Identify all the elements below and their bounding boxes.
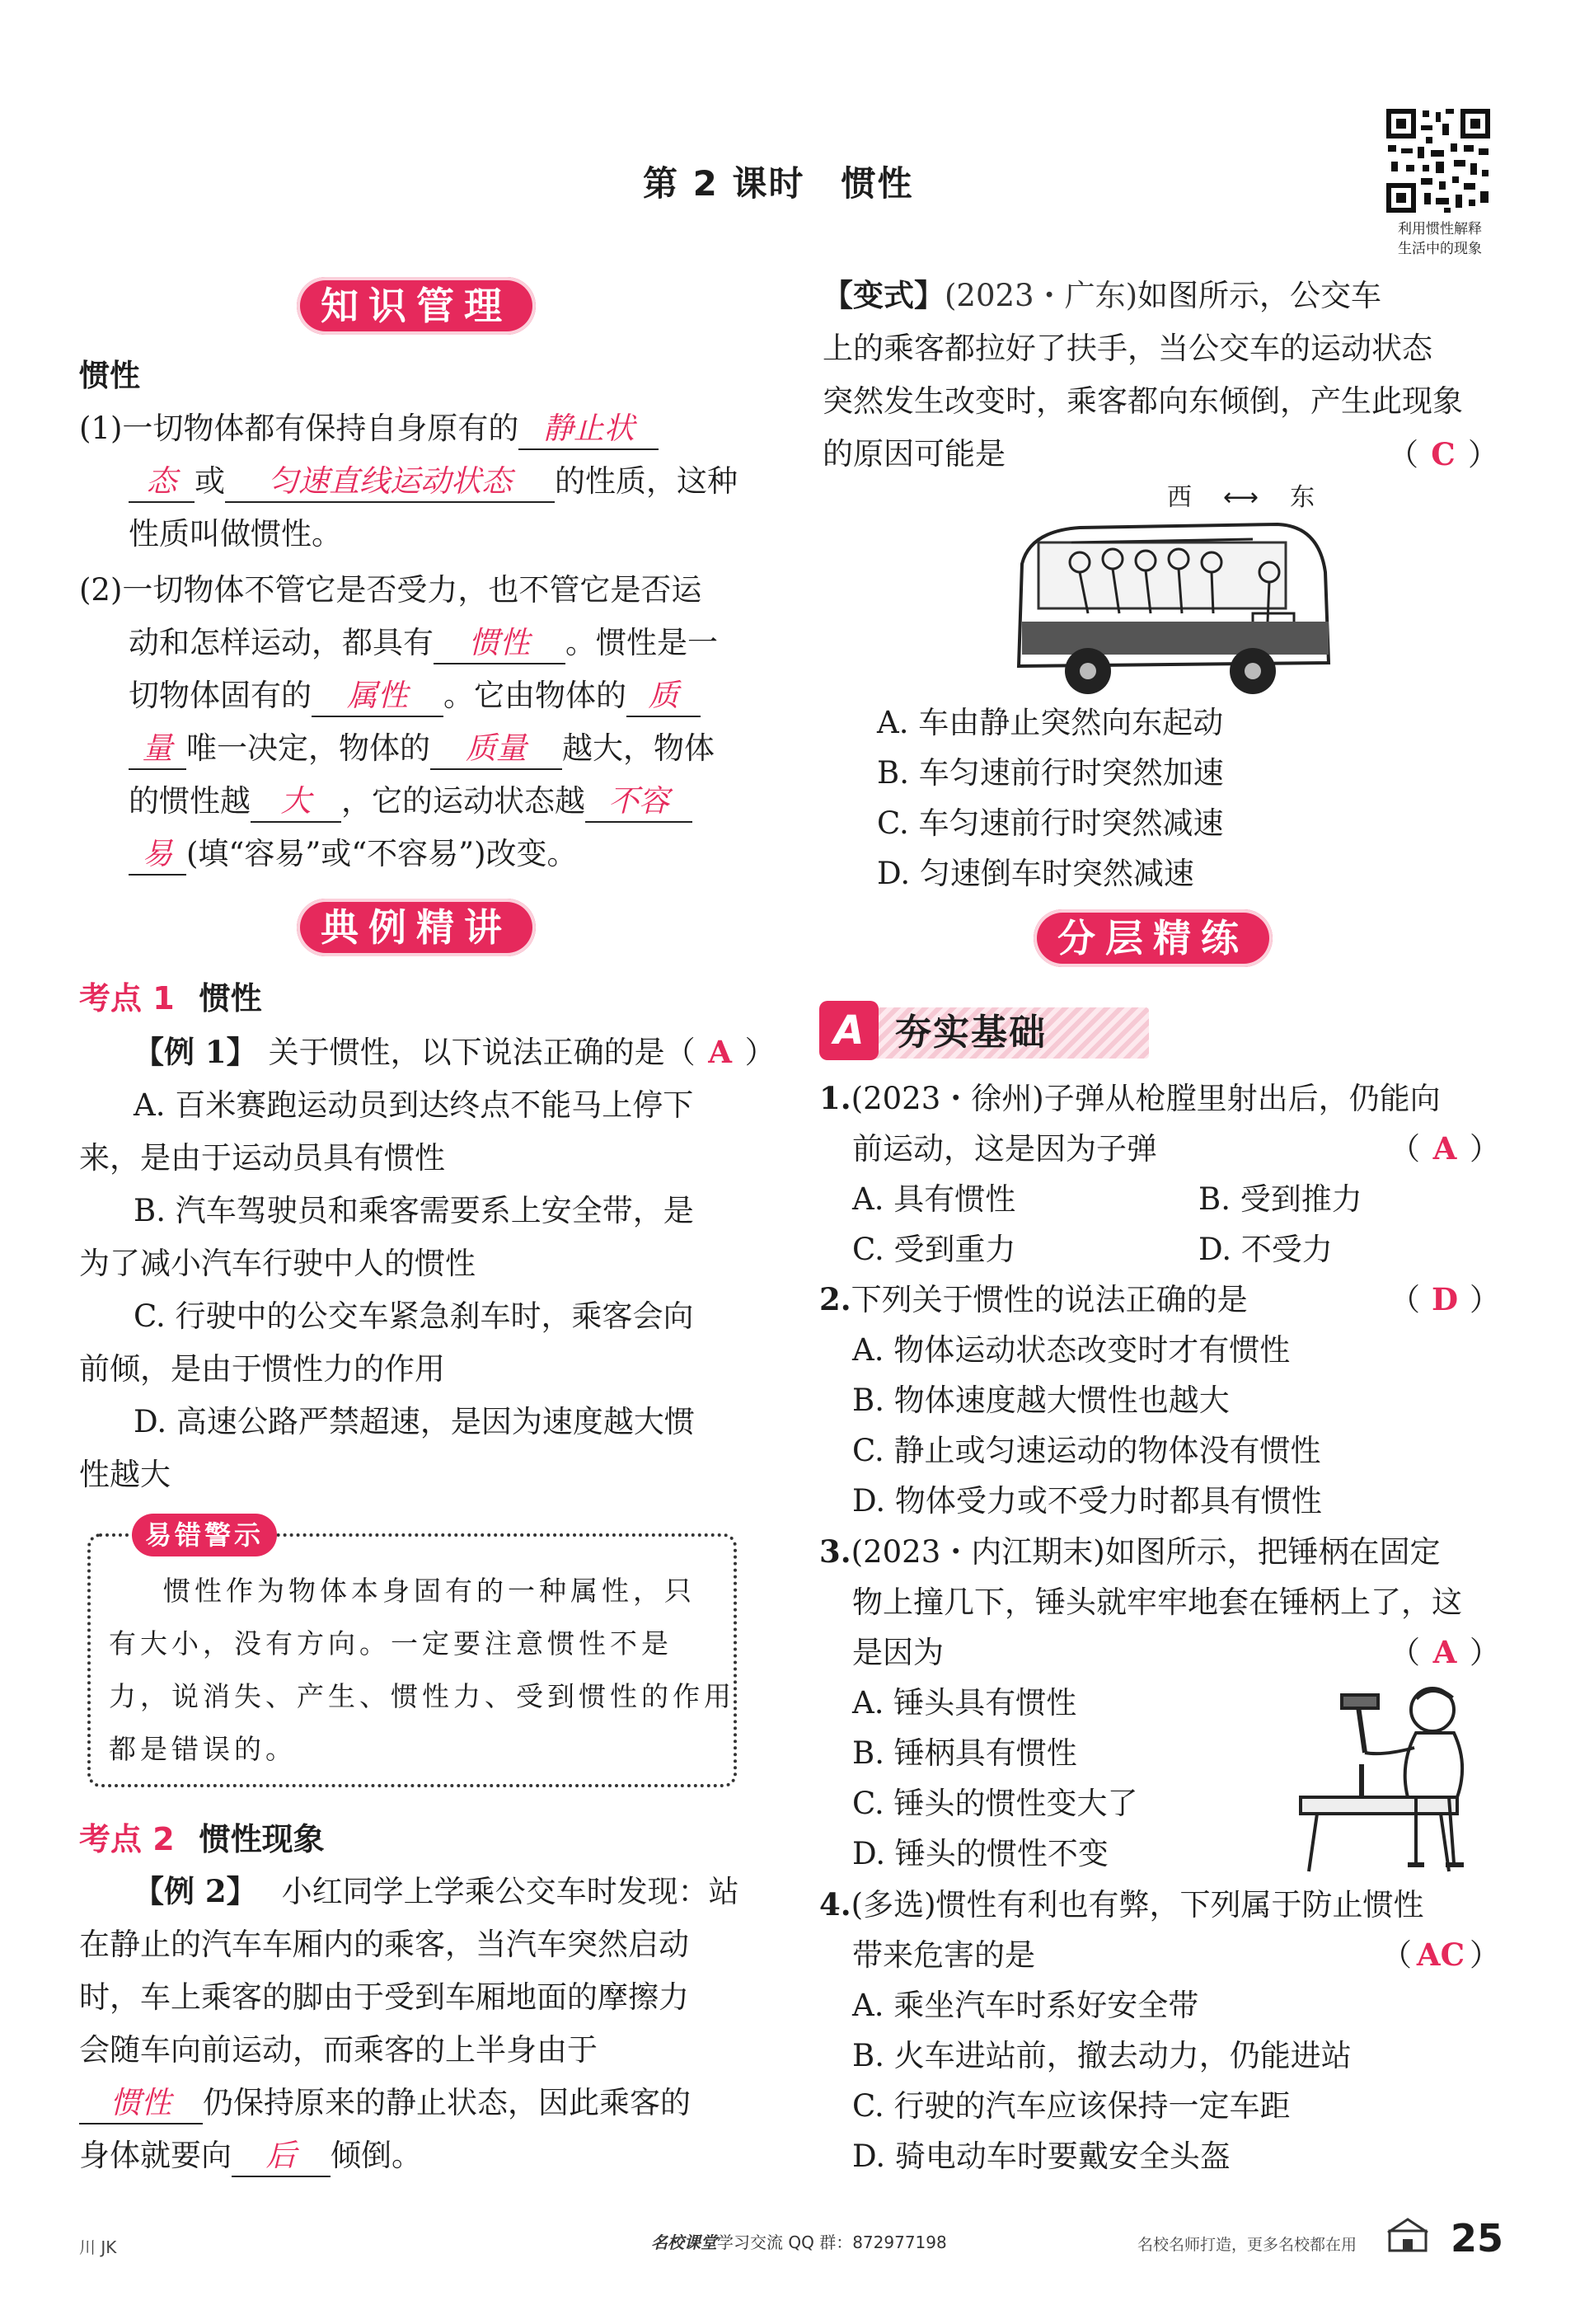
k2-l4-post: 越大，物体 [562, 730, 715, 766]
question-line-2: 带来危害的是 [852, 1937, 1035, 1973]
warning-line-4: 都是错误的。 [109, 1733, 297, 1765]
option-d: D. 物体受力或不受力时都具有惯性 [852, 1483, 1322, 1519]
example-label: 【例 1】 [134, 1034, 257, 1070]
banner-practice: 分层精练 [1034, 909, 1273, 967]
variant-label: 【变式】 [823, 277, 945, 313]
option-a: A. 锤头具有惯性 [852, 1685, 1077, 1721]
choice-answer: A [708, 1034, 732, 1070]
example-2-l6-post: 倾倒。 [331, 2138, 422, 2173]
answer-blank: 质 [626, 676, 701, 717]
question-source: (2023・内江期末) [851, 1534, 1105, 1570]
choice-answer: AC [1416, 1937, 1465, 1973]
answer-blank: 属性 [312, 676, 443, 717]
k2-l3-pre: 切物体固有的 [129, 678, 312, 713]
footer-center [651, 2229, 947, 2253]
question-stem: 下列关于惯性的说法正确的是 [851, 1282, 1248, 1317]
k1-prefix: (1)一切物体都有保持自身原有的 [79, 411, 519, 446]
option-b: B. 车匀速前行时突然加速 [877, 755, 1224, 791]
k2-l5-pre: 的惯性越 [129, 783, 251, 819]
answer-blank: 惯性 [434, 623, 565, 664]
answer-blank: 后 [232, 2136, 331, 2177]
warning-line-3: 力，说消失、产生、惯性力、受到惯性的作用 [109, 1680, 735, 1712]
variant-options [877, 697, 1224, 899]
warning-line-1: 惯性作为物体本身固有的一种属性，只 [163, 1575, 696, 1607]
knowledge-item-2 [79, 564, 718, 880]
qr-caption-line-1: 利用惯性解释 [1398, 221, 1482, 237]
option-b: B. 受到推力 [1198, 1181, 1362, 1217]
question-line-2: 前运动，这是因为子弹 [852, 1131, 1157, 1167]
option-b-cont: 为了减小汽车行驶中人的惯性 [79, 1246, 476, 1281]
answer-blank: 易 [129, 834, 186, 876]
footer-edition: 川 JK [79, 2237, 117, 2257]
choice-answer: C [1431, 436, 1456, 472]
example-2-l6-pre: 身体就要向 [79, 2138, 232, 2173]
option-c: C. 静止或匀速运动的物体没有惯性 [852, 1433, 1321, 1468]
qr-caption [1378, 219, 1502, 259]
answer-blank: 态 [129, 462, 195, 503]
variant-question: 【变式】(2023・广东)如图所示，公交车 上的乘客都拉好了扶手，当公交车的运动状态 突然发生改变时，乘客都向东倾倒，产生此现象 的原因可能是 （ C ） [823, 269, 1498, 481]
page-number: 25 [1451, 2216, 1504, 2261]
question-number: 1. [819, 1080, 851, 1116]
question-number: 2. [819, 1281, 851, 1317]
east-label: 东 [1290, 483, 1315, 512]
kaodian-title: 惯性 [199, 980, 262, 1016]
kaodian-number: 考点 1 [79, 980, 175, 1016]
question-number: 3. [819, 1533, 851, 1570]
example-2 [79, 1865, 739, 2182]
variant-source: (2023・广东) [945, 278, 1138, 313]
kaodian-number: 考点 2 [79, 1821, 175, 1857]
option-d: D. 锤头的惯性不变 [852, 1836, 1109, 1871]
warning-line-2: 有大小，没有方向。一定要注意惯性不是 [109, 1627, 673, 1660]
kaodian-2 [79, 1814, 325, 1859]
k1-mid1: 或 [195, 463, 225, 499]
option-a: A. 百米赛跑运动员到达终点不能马上停下 [134, 1087, 694, 1123]
footer-slogan: 名校名师打造，更多名校都在用 [1137, 2236, 1357, 2254]
banner-knowledge: 知识管理 [297, 277, 536, 335]
option-d: D. 高速公路严禁超速，是因为速度越大惯 [134, 1404, 695, 1439]
option-d: D. 匀速倒车时突然减速 [877, 856, 1194, 891]
warning-tag: 易错警示 [132, 1514, 277, 1556]
question-4: 4.(多选)惯性有利也有弊，下列属于防止惯性 带来危害的是 （ AC ） A. 乘坐汽车时系好安全带 B. 火车进站前，撤去动力，仍能进站 C. 行驶的汽车应该保持一定车距 D. 骑电动车时要戴安全头盔 [819, 1880, 1500, 2181]
question-line-1: 子弹从枪膛里射出后，仍能向 [1043, 1081, 1441, 1116]
question-3: 3.(2023・内江期末)如图所示，把锤柄在固定 物上撞几下，锤头就牢牢地套在锤柄上了，这 是因为 （ A ） A. 锤头具有惯性 B. 锤柄具有惯性 C. 锤头的惯性变大了 D. 锤头的惯性不变 [819, 1527, 1500, 1879]
answer-blank: 量 [129, 729, 186, 770]
k2-l5-mid: ，它的运动状态越 [341, 783, 585, 819]
option-c: C. 行驶中的公交车紧急刹车时，乘客会向 [134, 1298, 694, 1334]
question-source: (多选) [851, 1887, 936, 1923]
option-a: A. 具有惯性 [852, 1181, 1016, 1217]
k1-mid2: 的性质，这种 [555, 463, 738, 499]
qr-caption-line-2: 生活中的现象 [1398, 241, 1482, 257]
option-b: B. 汽车驾驶员和乘客需要系上安全带，是 [134, 1193, 694, 1228]
option-a: A. 物体运动状态改变时才有惯性 [852, 1332, 1291, 1368]
k1-line3: 性质叫做惯性。 [129, 516, 342, 552]
west-label: 西 [1167, 483, 1192, 512]
question-2: 2.下列关于惯性的说法正确的是 （ D ） A. 物体运动状态改变时才有惯性 B. 物体速度越大惯性也越大 C. 静止或匀速运动的物体没有惯性 D. 物体受力或不受力时都具有惯性 [819, 1275, 1500, 1526]
option-c: C. 锤头的惯性变大了 [852, 1786, 1138, 1821]
direction-indicator [1167, 477, 1315, 513]
footer-logo-icon [1385, 2216, 1431, 2256]
choice-answer: A [1432, 1130, 1457, 1167]
double-arrow-icon: ⟷ [1223, 483, 1259, 512]
bus-illustration [1006, 514, 1335, 704]
k2-l4-mid: 唯一决定，物体的 [186, 730, 430, 766]
example-stem: 关于惯性，以下说法正确的是 [268, 1035, 665, 1070]
option-a-cont: 来，是由于运动员具有惯性 [79, 1140, 445, 1176]
variant-line-1: 如图所示，公交车 [1137, 278, 1382, 313]
banner-examples: 典例精讲 [297, 899, 536, 956]
question-line-3: 是因为 [852, 1635, 944, 1670]
question-number: 4. [819, 1886, 851, 1923]
example-2-line-3: 时，车上乘客的脚由于受到车厢地面的摩擦力 [79, 1979, 689, 2015]
option-c: C. 行驶的汽车应该保持一定车距 [852, 2088, 1291, 2124]
answer-blank: 大 [251, 782, 341, 823]
example-2-line-2: 在静止的汽车车厢内的乘客，当汽车突然启动 [79, 1927, 689, 1962]
option-b: B. 火车进站前，撤去动力，仍能进站 [852, 2038, 1352, 2073]
option-d: D. 骑电动车时要戴安全头盔 [852, 2139, 1231, 2174]
option-c-cont: 前倾，是由于惯性力的作用 [79, 1351, 445, 1387]
warning-box [87, 1519, 737, 1787]
option-c: C. 受到重力 [852, 1232, 1016, 1267]
answer-blank: 静止状 [518, 409, 659, 450]
k2-l2-pre: 动和怎样运动，都具有 [129, 625, 434, 660]
choice-answer: A [1432, 1634, 1457, 1670]
knowledge-item-1 [79, 402, 738, 561]
question-source: (2023・徐州) [851, 1081, 1044, 1116]
answer-blank: 匀速直线运动状态 [225, 462, 555, 503]
variant-line-2: 上的乘客都拉好了扶手，当公交车的运动状态 [823, 331, 1432, 366]
example-2-line-5: 仍保持原来的静止状态，因此乘客的 [203, 2085, 691, 2120]
option-d: D. 不受力 [1198, 1232, 1333, 1267]
variant-line-3: 突然发生改变时，乘客都向东倾倒，产生此现象 [823, 383, 1463, 419]
hammer-illustration [1292, 1674, 1498, 1880]
question-line-1: 惯性有利也有弊，下列属于防止惯性 [935, 1887, 1424, 1923]
option-b: B. 锤柄具有惯性 [852, 1735, 1077, 1771]
level-a-letter-badge: A [819, 1001, 879, 1060]
question-line-1: 如图所示，把锤柄在固定 [1104, 1534, 1441, 1570]
kaodian-title: 惯性现象 [199, 1821, 325, 1857]
option-c: C. 车匀速前行时突然减速 [877, 805, 1224, 841]
question-line-2: 物上撞几下，锤头就牢牢地套在锤柄上了，这 [852, 1585, 1462, 1620]
example-2-line-4: 会随车向前运动，而乘客的上半身由于 [79, 2032, 598, 2068]
variant-line-4: 的原因可能是 [823, 436, 1006, 472]
kaodian-1 [79, 973, 262, 1018]
page-title: 第 2 课时 惯性 [643, 163, 914, 204]
level-a-title: 夯实基础 [895, 1012, 1047, 1054]
k2-l6-post: (填“容易”或“不容易”)改变。 [186, 836, 578, 871]
answer-blank: 质量 [430, 729, 562, 770]
warning-text [109, 1565, 735, 1776]
k2-l2-post: 。惯性是一 [565, 625, 718, 660]
option-d-cont: 性越大 [79, 1457, 171, 1492]
example-1: 【例 1】 关于惯性，以下说法正确的是（ A ） A. 百米赛跑运动员到达终点不能马上停下 来，是由于运动员具有惯性 B. 汽车驾驶员和乘客需要系上安全带，是 为了减小汽车行驶中人的惯性 C. 行驶中的公交车紧急刹车时，乘客会向 前倾，是由于惯性力的作用 D. 高速公路严禁超速，是因为速度越大惯 性越大 [79, 1026, 776, 1501]
example-2-line-1: 小红同学上学乘公交车时发现：站 [281, 1874, 739, 1909]
footer-qq: 学习交流 QQ 群：872977198 [717, 2232, 947, 2252]
question-1: 1.(2023・徐州)子弹从枪膛里射出后，仍能向 前运动，这是因为子弹 （ A ） A. 具有惯性 B. 受到推力 C. 受到重力 D. 不受力 [819, 1073, 1500, 1275]
option-b: B. 物体速度越大惯性也越大 [852, 1383, 1230, 1418]
answer-blank: 不容 [585, 782, 692, 823]
section-heading: 惯性 [79, 358, 140, 393]
level-a-header [819, 996, 1149, 1065]
k2-line1: (2)一切物体不管它是否受力，也不管它是否运 [79, 572, 702, 608]
qr-code[interactable] [1385, 107, 1492, 214]
k2-l3-mid: 。它由物体的 [443, 678, 626, 713]
footer-brand: 名校课堂 [651, 2232, 717, 2252]
option-a: A. 车由静止突然向东起动 [877, 705, 1224, 740]
choice-answer: D [1431, 1281, 1459, 1317]
option-a: A. 乘坐汽车时系好安全带 [852, 1988, 1199, 2023]
example-label: 【例 2】 [134, 1873, 257, 1909]
answer-blank: 惯性 [79, 2083, 203, 2124]
